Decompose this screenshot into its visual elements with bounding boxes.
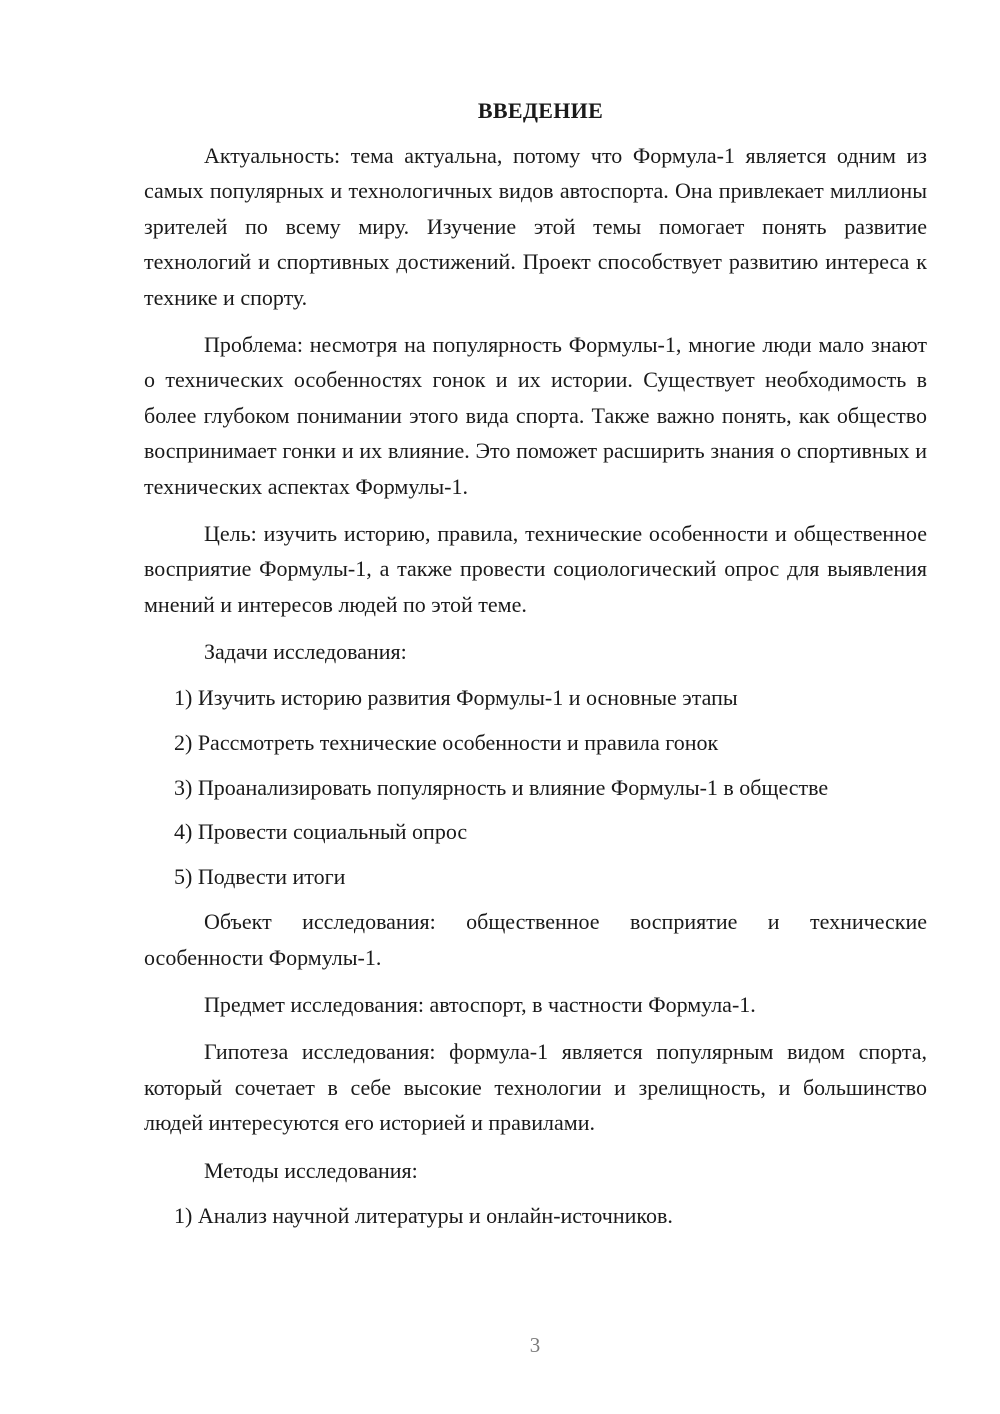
tasks-heading: Задачи исследования: (204, 639, 407, 665)
hypothesis-paragraph: Гипотеза исследования: формула-1 является популярным видом спорта, который сочетает в себе высокие технологии и зрелищность, и большинство людей интересуются его историей и правилами. (144, 1039, 927, 1136)
object-paragraph: Объект исследования: общественное восприятие и технические особенности Формулы-1. (144, 909, 927, 970)
section-title: ВВЕДЕНИЕ (477, 98, 604, 123)
methods-heading: Методы исследования: (204, 1157, 418, 1183)
task-item: 3) Проанализировать популярность и влияние Формулы-1 в обществе (174, 774, 829, 800)
task-item: 2) Рассмотреть технические особенности и правила гонок (174, 729, 719, 755)
method-item: 1) Анализ научной литературы и онлайн-источников. (174, 1203, 673, 1229)
task-item: 1) Изучить историю развития Формулы-1 и основные этапы (174, 684, 738, 710)
problem-paragraph: Проблема: несмотря на популярность Формулы-1, многие люди мало знают о технических особенностях гонок и их истории. Существует необходимость в более глубоком понимании этого вида спорта. Также важно понять, как общество воспринимает гонки и их влияние. Это поможет расширить знания о спортивных и технических аспектах Формулы-1. (144, 332, 927, 499)
goal-paragraph: Цель: изучить историю, правила, технические особенности и общественное восприятие Формулы-1, а также провести социологический опрос для выявления мнений и интересов людей по этой теме. (144, 521, 927, 617)
page-number: 3 (529, 1333, 541, 1357)
relevance-paragraph: Актуальность: тема актуальна, потому что Формула-1 является одним из самых популярных и технологичных видов автоспорта. Она привлекает миллионы зрителей по всему миру. Изучение этой темы помогает понять развитие технологий и спортивных достижений. Проект способствует развитию интереса к технике и спорту. (144, 143, 927, 310)
task-item: 4) Провести социальный опрос (174, 819, 468, 845)
methods-list (144, 1198, 927, 1233)
page-content (144, 96, 927, 1243)
subject-paragraph: Предмет исследования: автоспорт, в частности Формула-1. (204, 992, 756, 1018)
task-item: 5) Подвести итоги (174, 864, 346, 890)
tasks-list (144, 680, 927, 895)
